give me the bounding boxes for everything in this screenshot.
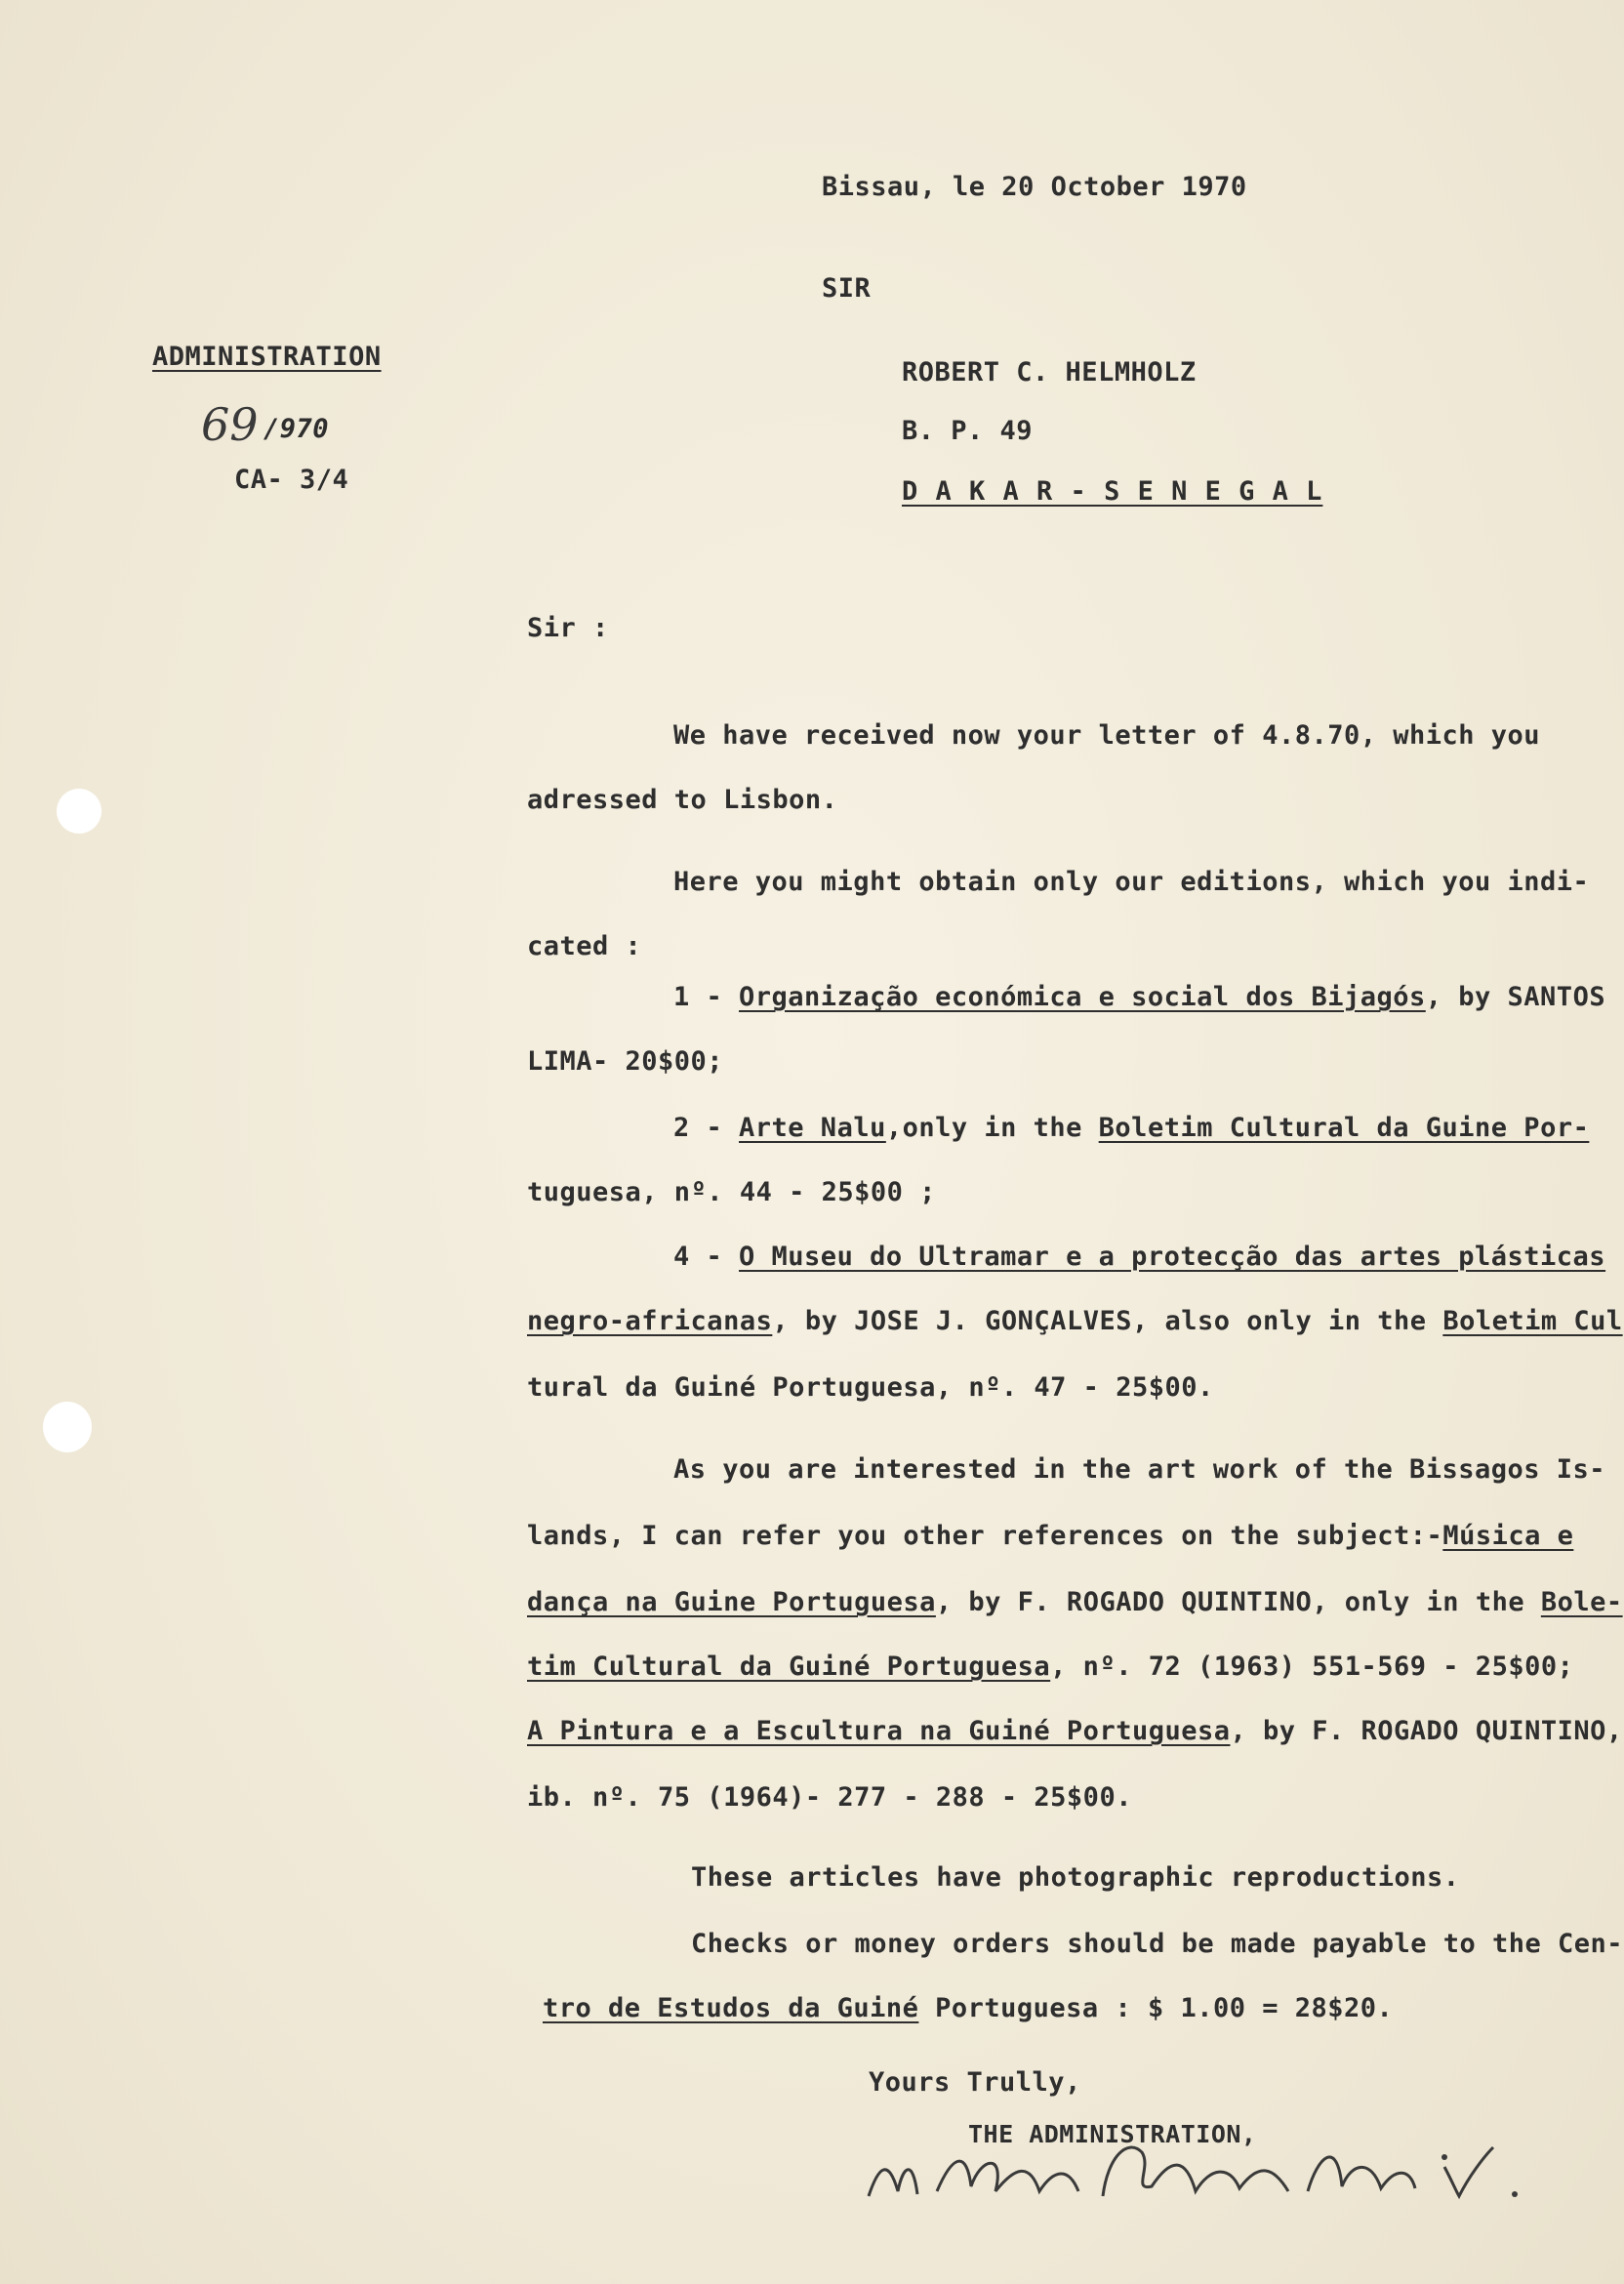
item-2 (673, 1113, 1589, 1143)
body-line: adressed to Lisbon. (527, 785, 838, 815)
punch-hole (43, 1402, 92, 1452)
journal-title: Boletim Cultural da Guine Por- (1098, 1113, 1590, 1143)
journal-title: Bole- (1540, 1587, 1623, 1617)
item-4 (673, 1242, 1605, 1272)
body-line: Here you might obtain only our editions, which you indi- (673, 867, 1590, 897)
para4-text: Portuguesa : $ 1.00 = 28$20. (918, 1993, 1394, 2023)
reference-code: CA- 3/4 (234, 465, 349, 495)
para3-line (527, 1652, 1573, 1682)
body-line: LIMA- 20$00; (527, 1046, 724, 1077)
para3-text: lands, I can refer you other references on the subject:- (527, 1521, 1443, 1551)
para3-text: , by F. ROGADO QUINTINO, (1230, 1716, 1623, 1746)
item-1 (673, 982, 1605, 1012)
body-line: These articles have photographic reproductions. (691, 1862, 1460, 1893)
para3-line (527, 1716, 1623, 1746)
book-title: O Museu do Ultramar e a protecção das artes plásticas (739, 1242, 1606, 1272)
recipient-city: D A K A R - S E N E G A L (902, 476, 1323, 507)
para3-text: , by F. ROGADO QUINTINO, only in the (935, 1587, 1541, 1617)
para3-line (527, 1521, 1573, 1551)
department-label: ADMINISTRATION (152, 342, 382, 372)
punch-hole (57, 789, 102, 834)
salutation-header: SIR (822, 273, 872, 304)
item-mid: , by JOSE J. GONÇALVES, also only in the (772, 1306, 1443, 1336)
body-line: ib. nº. 75 (1964)- 277 - 288 - 25$00. (527, 1782, 1132, 1813)
signatory: THE ADMINISTRATION, (968, 2120, 1257, 2148)
para4-line (543, 1993, 1393, 2023)
body-line: As you are interested in the art work of the Bissagos Is- (673, 1454, 1606, 1485)
institution-name: tro de Estudos da Guiné (543, 1993, 919, 2023)
reference-number-handwritten: 69 (201, 398, 259, 451)
book-title: Organização económica e social dos Bijagós (739, 982, 1426, 1012)
reference-year: /970 (264, 414, 330, 444)
recipient-box: B. P. 49 (902, 416, 1034, 446)
journal-title: tim Cultural da Guiné Portuguesa (527, 1652, 1051, 1682)
item-author: , by SANTOS (1425, 982, 1606, 1012)
item-prefix: 4 - (673, 1242, 740, 1272)
book-title: dança na Guine Portuguesa (527, 1587, 936, 1617)
book-title: A Pintura e a Escultura na Guiné Portuguesa (527, 1716, 1231, 1746)
item-mid: ,only in the (885, 1113, 1099, 1143)
body-line: cated : (527, 931, 642, 961)
book-title: Arte Nalu (739, 1113, 886, 1143)
para3-line (527, 1587, 1623, 1617)
item-prefix: 1 - (673, 982, 740, 1012)
date-line: Bissau, le 20 October 1970 (822, 172, 1247, 202)
body-line: Checks or money orders should be made payable to the Cen- (691, 1929, 1624, 1959)
item-prefix: 2 - (673, 1113, 740, 1143)
body-line: tural da Guiné Portuguesa, nº. 47 - 25$00. (527, 1372, 1214, 1403)
body-line: tuguesa, nº. 44 - 25$00 ; (527, 1177, 936, 1207)
greeting: Sir : (527, 613, 609, 643)
book-title: negro-africanas (527, 1306, 773, 1336)
valediction: Yours Trully, (869, 2067, 1081, 2098)
journal-title: Boletim Cul (1442, 1306, 1623, 1336)
body-line: We have received now your letter of 4.8.70, which you (673, 720, 1541, 751)
book-title: Música e (1442, 1521, 1574, 1551)
item-4-cont (527, 1306, 1623, 1336)
recipient-name: ROBERT C. HELMHOLZ (902, 357, 1197, 387)
para3-text: , nº. 72 (1963) 551-569 - 25$00; (1050, 1652, 1574, 1682)
handwritten-signature (859, 2099, 1542, 2225)
